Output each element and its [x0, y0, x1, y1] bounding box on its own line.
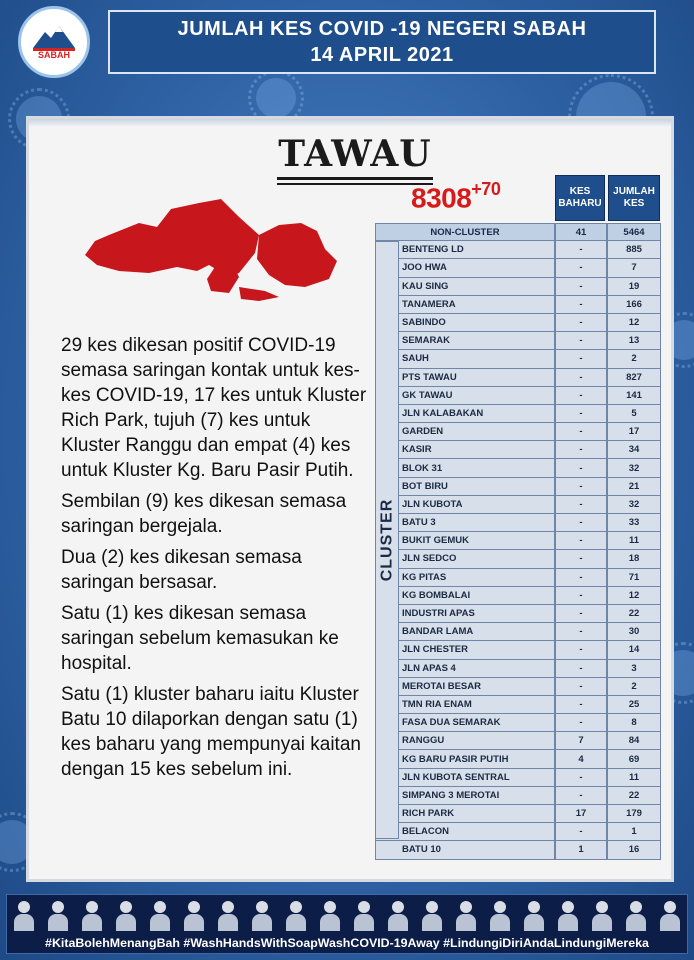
total-cases: 2 — [607, 678, 661, 696]
total-cases: 14 — [607, 641, 661, 659]
new-cases: - — [555, 369, 607, 387]
description-paragraph: 29 kes dikesan positif COVID-19 semasa saringan kontak untuk kes-kes COVID-19, 17 kes untuk Kluster Rich Park, tujuh (7) kes untuk Kluster Ranggu dan empat (4) kes untuk Kluster Kg. Baru Pasir Putih. — [61, 335, 367, 481]
cluster-name: JLN CHESTER — [375, 641, 555, 659]
frontliner-icon — [455, 899, 477, 931]
total-cases: 885 — [607, 241, 661, 259]
table-row — [375, 805, 663, 823]
total-cases: 18 — [607, 550, 661, 568]
frontliner-icon — [217, 899, 239, 931]
frontliner-icon — [625, 899, 647, 931]
total-cases: 32 — [607, 496, 661, 514]
cluster-name: PTS TAWAU — [375, 369, 555, 387]
new-cases: - — [555, 405, 607, 423]
virus-decoration — [256, 78, 296, 118]
new-cases: 1 — [555, 841, 607, 859]
new-cases: - — [555, 569, 607, 587]
new-cases: - — [555, 459, 607, 477]
new-cases: - — [555, 678, 607, 696]
total-cases: 32 — [607, 459, 661, 477]
new-cases: - — [555, 478, 607, 496]
total-cases: 22 — [607, 787, 661, 805]
total-cases: 19 — [607, 278, 661, 296]
case-description — [61, 333, 371, 788]
cluster-name: TANAMERA — [375, 296, 555, 314]
table-row — [375, 350, 663, 368]
frontliner-icon — [251, 899, 273, 931]
table-row — [375, 841, 663, 859]
new-cases: 41 — [555, 223, 607, 241]
table-row — [375, 823, 663, 841]
cluster-name: KG BOMBALAI — [375, 587, 555, 605]
table-row — [375, 732, 663, 750]
frontliner-icon — [387, 899, 409, 931]
new-cases: - — [555, 296, 607, 314]
table-row — [375, 405, 663, 423]
total-cases: 17 — [607, 423, 661, 441]
total-cases: 33 — [607, 514, 661, 532]
cluster-name: KAU SING — [375, 278, 555, 296]
cluster-name: BUKIT GEMUK — [375, 532, 555, 550]
table-row — [375, 623, 663, 641]
frontliner-icon — [523, 899, 545, 931]
description-paragraph: Sembilan (9) kes dikesan semasa saringan bergejala. — [61, 491, 347, 537]
cluster-name: SIMPANG 3 MEROTAI — [375, 787, 555, 805]
sabah-logo — [18, 6, 90, 78]
frontliner-icon — [81, 899, 103, 931]
cluster-name: KG PITAS — [375, 569, 555, 587]
new-cases: - — [555, 387, 607, 405]
page-date: 14 APRIL 2021 — [310, 44, 454, 66]
new-cases: - — [555, 587, 607, 605]
table-row — [375, 678, 663, 696]
new-cases: - — [555, 769, 607, 787]
table-row — [375, 441, 663, 459]
total-cases: 3 — [607, 660, 661, 678]
total-cases: 12 — [607, 314, 661, 332]
new-cases: - — [555, 623, 607, 641]
cluster-name: JLN KUBOTA SENTRAL — [375, 769, 555, 787]
district-panel — [26, 116, 674, 882]
cluster-name: INDUSTRI APAS — [375, 605, 555, 623]
new-cases: - — [555, 550, 607, 568]
frontliner-icon — [591, 899, 613, 931]
header-new-cases: KES BAHARU — [555, 175, 605, 221]
cluster-name: BANDAR LAMA — [375, 623, 555, 641]
frontliner-icon — [319, 899, 341, 931]
table-row — [375, 587, 663, 605]
frontliner-icon — [149, 899, 171, 931]
new-cases: - — [555, 514, 607, 532]
new-cases: - — [555, 660, 607, 678]
footer-banner — [6, 894, 688, 954]
new-cases: - — [555, 714, 607, 732]
frontliner-icon — [115, 899, 137, 931]
cluster-label — [375, 241, 399, 839]
new-cases: - — [555, 241, 607, 259]
frontliner-icon — [285, 899, 307, 931]
total-cases: 827 — [607, 369, 661, 387]
table-row — [375, 605, 663, 623]
new-cases: - — [555, 259, 607, 277]
page-title: JUMLAH KES COVID -19 NEGERI SABAH — [177, 18, 587, 40]
cluster-name: BLOK 31 — [375, 459, 555, 477]
total-cases: 25 — [607, 696, 661, 714]
cluster-label-text: CLUSTER — [378, 498, 395, 582]
table-row — [375, 750, 663, 768]
cluster-name: JLN KUBOTA — [375, 496, 555, 514]
table-row — [375, 314, 663, 332]
new-cases: - — [555, 496, 607, 514]
frontliner-icon — [421, 899, 443, 931]
new-cases: - — [555, 332, 607, 350]
frontliner-icon — [659, 899, 681, 931]
new-cases: - — [555, 696, 607, 714]
total-cases: 13 — [607, 332, 661, 350]
table-row — [375, 496, 663, 514]
new-cases: - — [555, 532, 607, 550]
table-row — [375, 514, 663, 532]
new-cases: 17 — [555, 805, 607, 823]
cluster-name: RICH PARK — [375, 805, 555, 823]
new-cases: - — [555, 423, 607, 441]
table-row — [375, 369, 663, 387]
total-cases: 2 — [607, 350, 661, 368]
cluster-name: JLN APAS 4 — [375, 660, 555, 678]
table-row — [375, 259, 663, 277]
new-cases: - — [555, 823, 607, 841]
description-paragraph: Satu (1) kluster baharu iaitu Kluster Batu 10 dilaporkan dengan satu (1) kes baharu yang mempunyai kaitan dengan 15 kes sebelum ini. — [61, 684, 361, 780]
district-name: TAWAU — [277, 133, 433, 180]
total-cases: 16 — [607, 841, 661, 859]
table-row — [375, 714, 663, 732]
new-cases: - — [555, 350, 607, 368]
total-cases: 11 — [607, 769, 661, 787]
new-cases: - — [555, 605, 607, 623]
hashtags: #KitaBolehMenangBah #WashHandsWithSoapWashCOVID-19Away #LindungiDiriAndaLindungiMereka — [45, 936, 649, 950]
total-cases: 5 — [607, 405, 661, 423]
district-total — [411, 181, 500, 214]
cluster-name: GK TAWAU — [375, 387, 555, 405]
cluster-name: BATU 10 — [375, 841, 555, 859]
cluster-name: MEROTAI BESAR — [375, 678, 555, 696]
table-row — [375, 241, 663, 259]
table-row — [375, 769, 663, 787]
new-cases: 7 — [555, 732, 607, 750]
total-cases: 34 — [607, 441, 661, 459]
cluster-name: JLN KALABAKAN — [375, 405, 555, 423]
new-cases: - — [555, 787, 607, 805]
tawau-map-icon — [79, 195, 339, 305]
frontliner-icon — [47, 899, 69, 931]
cluster-name: KG BARU PASIR PUTIH — [375, 750, 555, 768]
cluster-name: BATU 3 — [375, 514, 555, 532]
new-cases: - — [555, 278, 607, 296]
total-cases: 179 — [607, 805, 661, 823]
table-row — [375, 787, 663, 805]
cluster-name: NON-CLUSTER — [375, 223, 555, 241]
frontliner-icon — [557, 899, 579, 931]
frontliner-icon — [353, 899, 375, 931]
total-cases: 21 — [607, 478, 661, 496]
total-cases: 22 — [607, 605, 661, 623]
table-row — [375, 459, 663, 477]
table-row — [375, 550, 663, 568]
table-row — [375, 569, 663, 587]
table-row — [375, 660, 663, 678]
new-cases: - — [555, 314, 607, 332]
total-cases: 5464 — [607, 223, 661, 241]
table-row — [375, 423, 663, 441]
total-cases: 11 — [607, 532, 661, 550]
total-cases: 84 — [607, 732, 661, 750]
cluster-name: SEMARAK — [375, 332, 555, 350]
cluster-name: RANGGU — [375, 732, 555, 750]
frontliner-figures — [13, 899, 681, 933]
cluster-name: JLN SEDCO — [375, 550, 555, 568]
total-cases: 1 — [607, 823, 661, 841]
cluster-name: KASIR — [375, 441, 555, 459]
total-cases: 141 — [607, 387, 661, 405]
table-row — [375, 478, 663, 496]
table-row — [375, 532, 663, 550]
total-cases: 12 — [607, 587, 661, 605]
total-cases: 30 — [607, 623, 661, 641]
cluster-name: BENTENG LD — [375, 241, 555, 259]
frontliner-icon — [183, 899, 205, 931]
table-row — [375, 696, 663, 714]
table-row — [375, 332, 663, 350]
table-row — [375, 641, 663, 659]
table-row — [375, 387, 663, 405]
cluster-name: FASA DUA SEMARAK — [375, 714, 555, 732]
header-total-cases: JUMLAH KES — [608, 175, 660, 221]
frontliner-icon — [13, 899, 35, 931]
table-row — [375, 223, 663, 241]
total-cases: 7 — [607, 259, 661, 277]
description-paragraph: Dua (2) kes dikesan semasa saringan bersasar. — [61, 547, 302, 593]
new-cases: - — [555, 641, 607, 659]
table-row — [375, 296, 663, 314]
cluster-name: TMN RIA ENAM — [375, 696, 555, 714]
cluster-name: BOT BIRU — [375, 478, 555, 496]
cluster-name: JOO HWA — [375, 259, 555, 277]
cluster-name: GARDEN — [375, 423, 555, 441]
table-body — [375, 223, 663, 860]
total-cases: 166 — [607, 296, 661, 314]
cluster-name: SAUH — [375, 350, 555, 368]
total-cases: 8308 — [411, 182, 472, 214]
description-paragraph: Satu (1) kes dikesan semasa saringan sebelum kemasukan ke hospital. — [61, 603, 339, 674]
mountain-logo-icon — [31, 24, 77, 52]
new-cases: - — [555, 441, 607, 459]
total-cases: 71 — [607, 569, 661, 587]
new-cases-increase: +70 — [471, 179, 501, 199]
cluster-name: BELACON — [375, 823, 555, 841]
logo-text: SABAH — [37, 50, 70, 60]
cluster-name: SABINDO — [375, 314, 555, 332]
page-header — [108, 10, 656, 74]
new-cases: 4 — [555, 750, 607, 768]
total-cases: 69 — [607, 750, 661, 768]
frontliner-icon — [489, 899, 511, 931]
total-cases: 8 — [607, 714, 661, 732]
table-row — [375, 278, 663, 296]
